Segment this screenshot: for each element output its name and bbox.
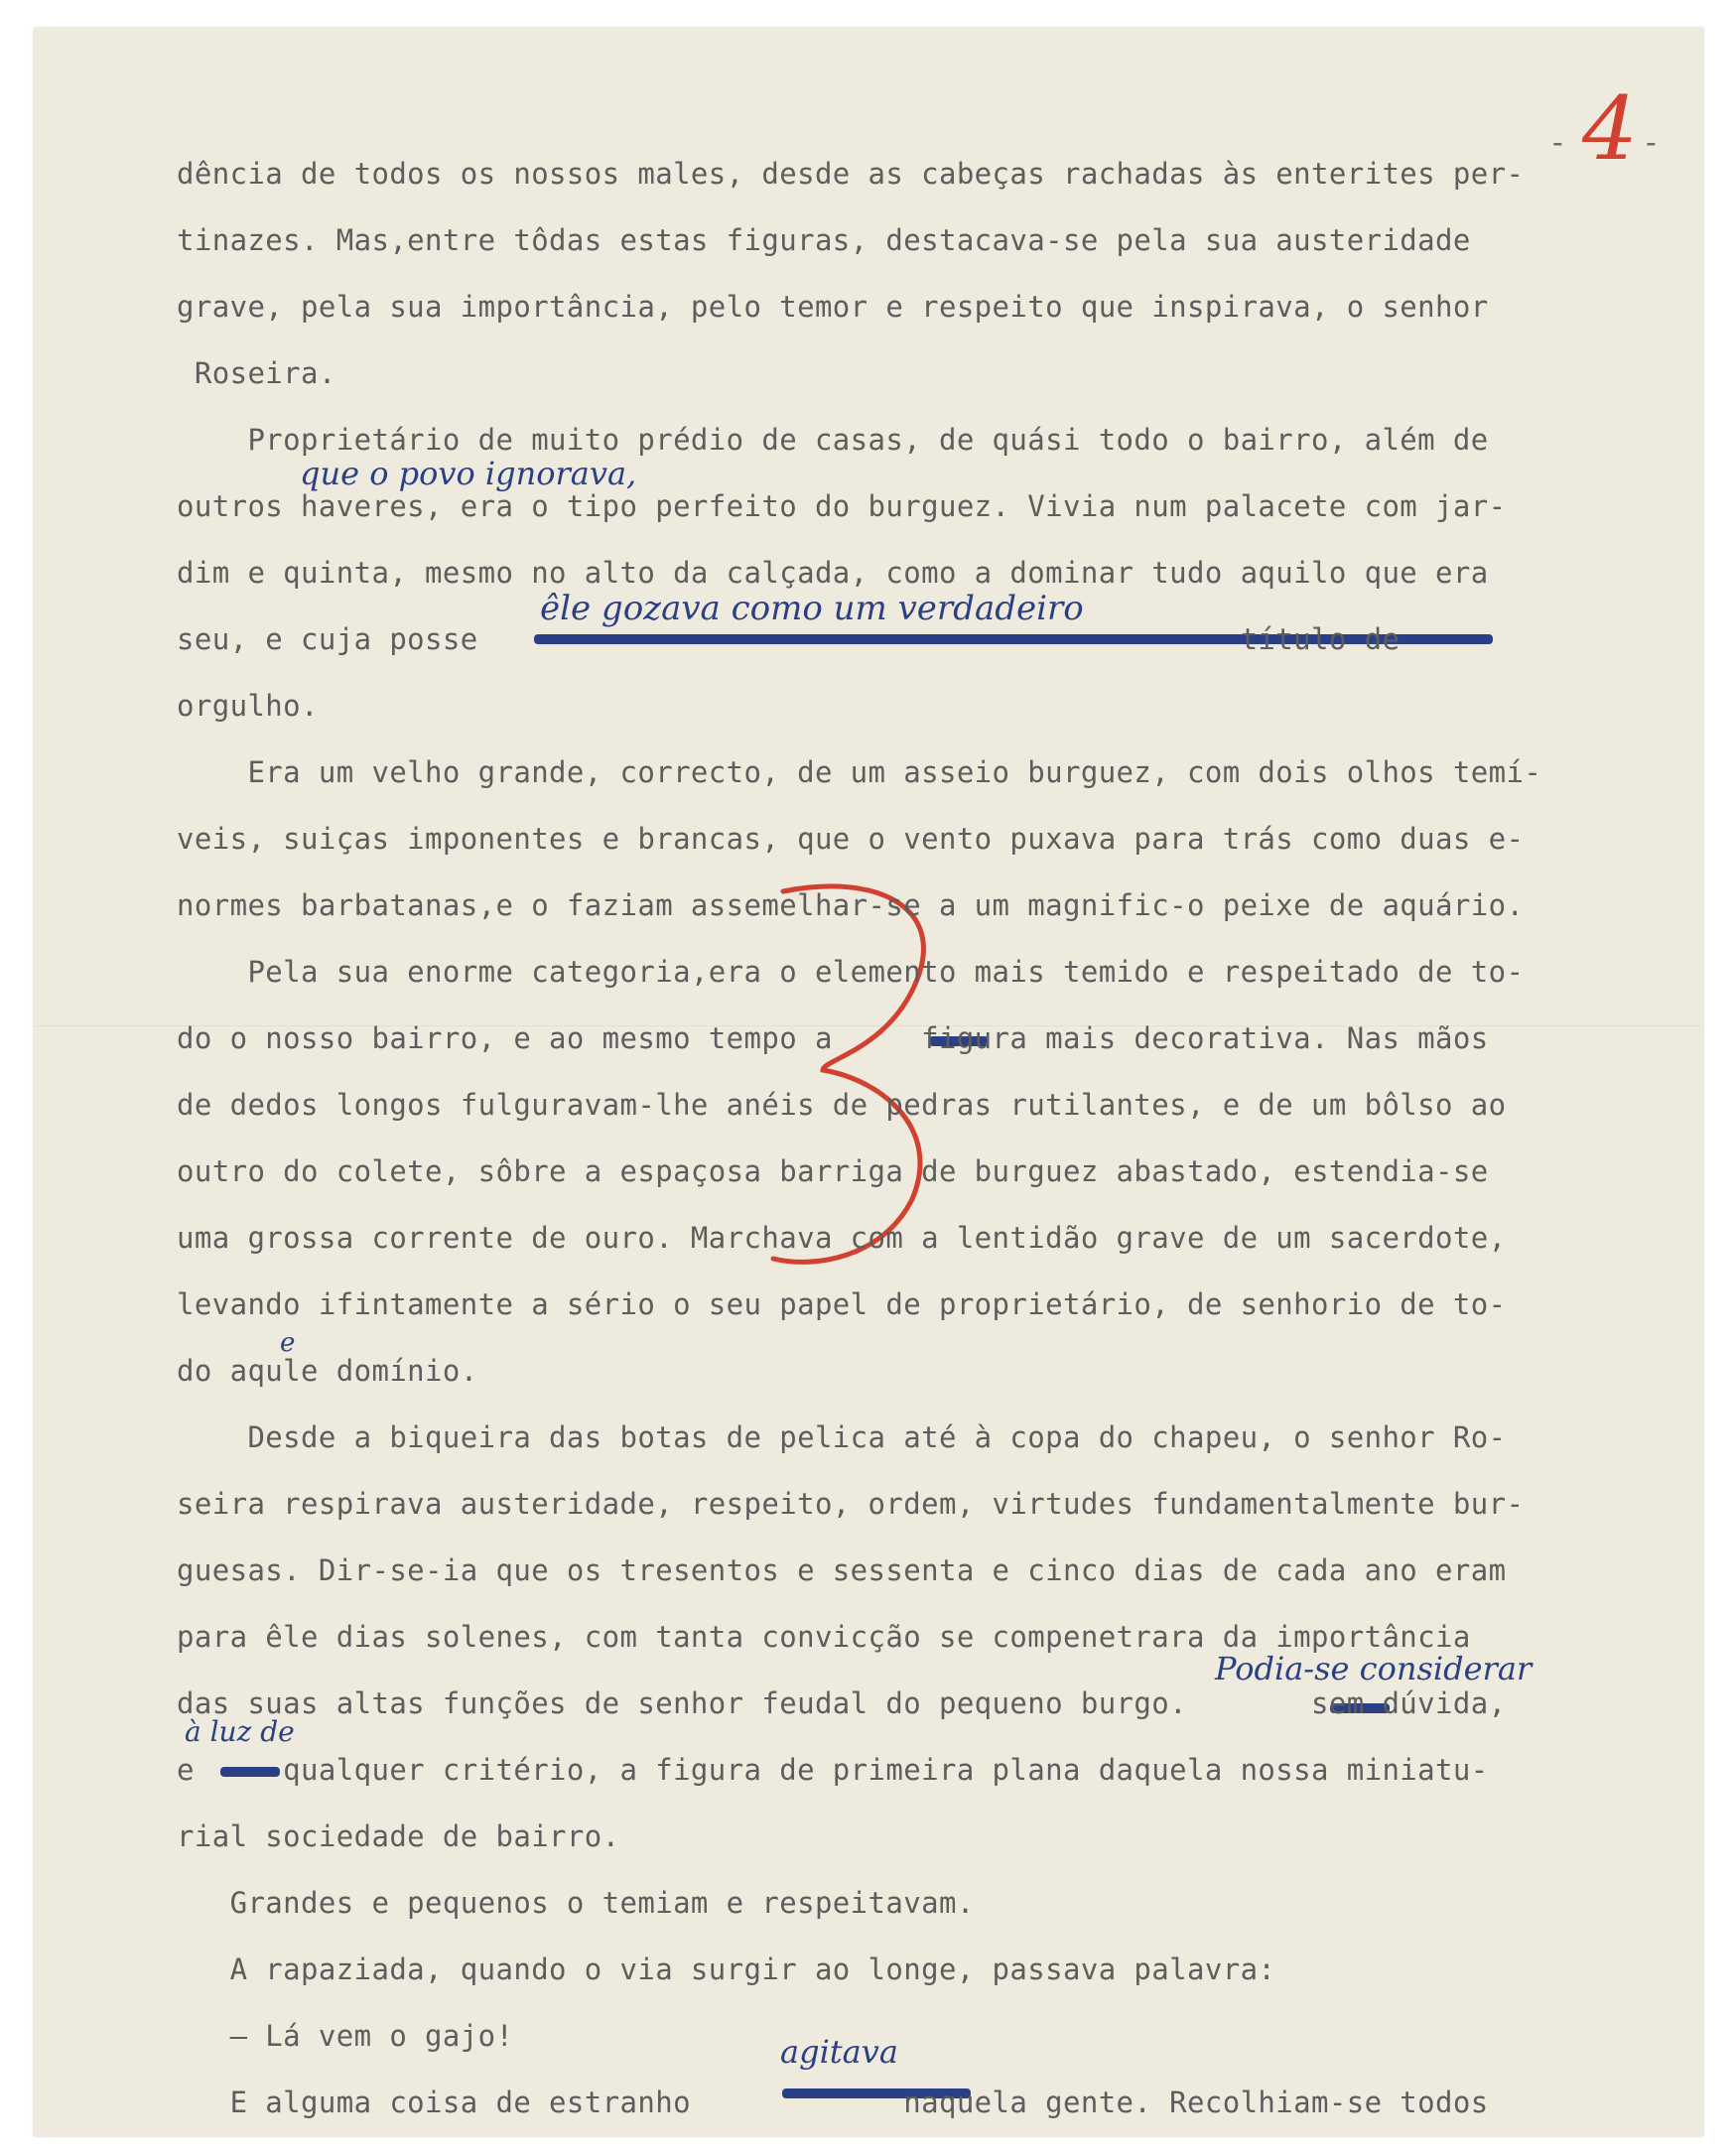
text-line: rial sociedade de bairro.: [177, 1819, 620, 1853]
text-line: A rapaziada, quando o via surgir ao longe, passava palavra:: [177, 1952, 1276, 1986]
annotation-podia: Podia-se considerar: [1215, 1650, 1533, 1687]
manuscript-page: [34, 28, 1703, 2136]
annotation-luz: à luz de: [185, 1715, 295, 1748]
text-line: — Lá vem o gajo!: [177, 2019, 514, 2053]
page-number: - 4 -: [1548, 77, 1661, 180]
text-line: uma grossa corrente de ouro. Marchava com a lentidão grave de um sacerdote,: [177, 1221, 1507, 1255]
text-line: veis, suiças imponentes e brancas, que o vento puxava para trás como duas e-: [177, 822, 1525, 856]
text-line: outros haveres, era o tipo perfeito do burguez. Vivia num palacete com jar-: [177, 489, 1507, 523]
text-line: Desde a biqueira das botas de pelica até à copa do chapeu, o senhor Ro-: [177, 1420, 1507, 1454]
text-line: seira respirava austeridade, respeito, ordem, virtudes fundamentalmente bur-: [177, 1487, 1525, 1521]
text-line: para êle dias solenes, com tanta convicção se compenetrara da importância: [177, 1620, 1471, 1654]
text-line: levando ifintamente a sério o seu papel de proprietário, de senhorio de to-: [177, 1287, 1507, 1321]
annotation-agitava: agitava: [780, 2033, 898, 2071]
text-line: do o nosso bairro, e ao mesmo tempo a figura mais decorativa. Nas mãos: [177, 1021, 1489, 1055]
text-line: grave, pela sua importância, pelo temor e respeito que inspirava, o senhor: [177, 290, 1489, 324]
text-line: Era um velho grande, correcto, de um asseio burguez, com dois olhos temí-: [177, 755, 1542, 789]
text-line: dim e quinta, mesmo no alto da calçada, como a dominar tudo aquilo que era: [177, 556, 1489, 590]
annotation-aqule: e: [280, 1328, 296, 1358]
red-pencil-mark: [763, 872, 952, 1279]
text-line: Grandes e pequenos o temiam e respeitavam.: [177, 1886, 975, 1920]
text-line: E alguma coisa de estranho naquela gente. Recolhiam-se todos: [177, 2086, 1489, 2119]
annotation-povo: que o povo ignorava,: [300, 455, 637, 492]
text-line: de dedos longos fulguravam-lhe anéis de pedras rutilantes, e de um bôlso ao: [177, 1088, 1507, 1122]
text-line: Roseira.: [177, 356, 336, 390]
handwritten-page-number: 4: [1582, 77, 1638, 180]
text-line: normes barbatanas,e o faziam assemelhar-se a um magnific-o peixe de aquário.: [177, 888, 1525, 922]
annotation-gozava: êle gozava como um verdadeiro: [540, 589, 1084, 628]
text-line: das suas altas funções de senhor feudal do pequeno burgo. sem dúvida,: [177, 1686, 1507, 1720]
text-line: Pela sua enorme categoria,era o elemento mais temido e respeitado de to-: [177, 955, 1525, 989]
text-line: Proprietário de muito prédio de casas, de quási todo o bairro, além de: [177, 423, 1489, 457]
text-line: outro do colete, sôbre a espaçosa barriga de burguez abastado, estendia-se: [177, 1154, 1489, 1188]
text-line: e qualquer critério, a figura de primeira plana daquela nossa miniatu-: [177, 1753, 1489, 1787]
text-line: guesas. Dir-se-ia que os tresentos e sessenta e cinco dias de cada ano eram: [177, 1553, 1507, 1587]
text-line: orgulho.: [177, 689, 319, 723]
text-line: dência de todos os nossos males, desde as cabeças rachadas às enterites per-: [177, 157, 1525, 191]
text-line: seu, e cuja posse título de: [177, 622, 1401, 656]
text-line: do aqule domínio.: [177, 1354, 478, 1388]
text-line: tinazes. Mas,entre tôdas estas figuras, destacava-se pela sua austeridade: [177, 223, 1471, 257]
